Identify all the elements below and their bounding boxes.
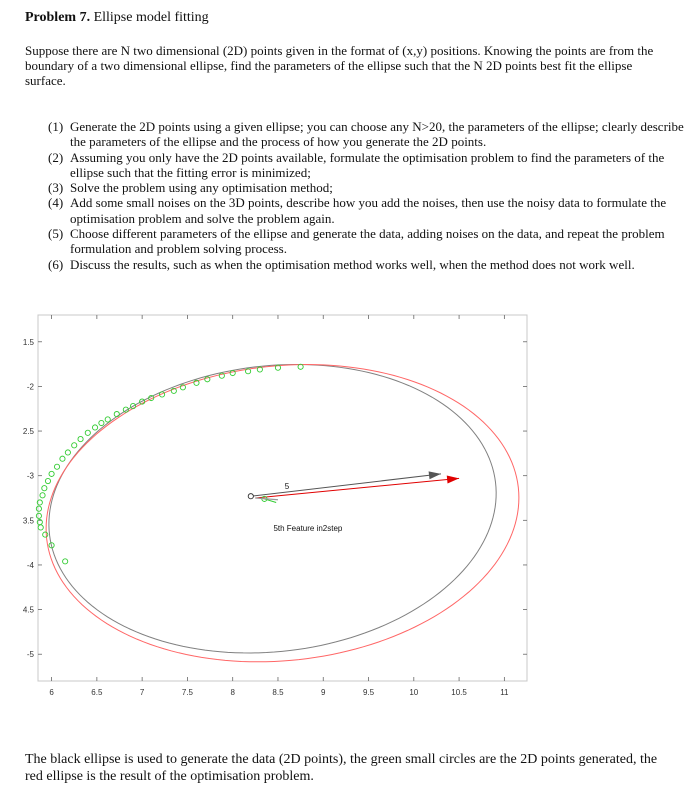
arrow-label: 5 <box>284 482 290 492</box>
task-text: Generate the 2D points using a given ellipse; you can choose any N>20, the parameters of the ellipse; clearly describe the parameters of the ellipse and the process of how you generate the 2D points. <box>70 119 684 150</box>
x-tick-label: 9.5 <box>362 688 375 697</box>
x-tick-label: 8.5 <box>272 688 284 697</box>
task-item <box>48 150 684 181</box>
task-number: (4) <box>48 195 64 211</box>
task-list <box>48 119 684 272</box>
problem-name: Ellipse model fitting <box>90 10 209 25</box>
y-tick-label: 1.5 <box>22 337 34 347</box>
x-tick-label: 7.5 <box>181 688 193 697</box>
task-number: (2) <box>48 149 64 165</box>
x-tick-label: 10 <box>409 688 419 697</box>
task-number: (6) <box>48 256 64 272</box>
x-tick-label: 7 <box>139 688 145 697</box>
x-tick-label: 11 <box>500 688 509 697</box>
task-number: (3) <box>48 180 64 196</box>
problem-title <box>25 10 209 26</box>
y-tick-label: -2 <box>26 382 34 392</box>
y-tick-label: 3.5 <box>22 516 34 526</box>
x-tick-label: 6.5 <box>91 688 103 697</box>
chart-annotation: 5th Feature in2step <box>273 524 343 534</box>
problem-number: Problem 7. <box>25 10 91 25</box>
x-tick-label: 9 <box>321 688 326 697</box>
task-text: Choose different parameters of the ellipse and generate the data, adding noises on the data, and repeat the problem formulation and problem solving process. <box>70 226 665 257</box>
task-item <box>48 257 684 272</box>
task-item <box>48 226 684 257</box>
x-tick-label: 6 <box>49 688 54 697</box>
problem-intro: Suppose there are N two dimensional (2D) points given in the format of (x,y) positions. Knowing the points are from the boundary of a two dimensional ellipse, find the parameters of the ellipse such that the N 2D points best fit the ellipse surface. <box>25 43 654 88</box>
x-tick-label: 8 <box>230 688 235 697</box>
task-text: Solve the problem using any optimisation method; <box>70 180 333 196</box>
task-item <box>48 119 684 150</box>
y-tick-label: -4 <box>26 560 34 570</box>
task-text: Assuming you only have the 2D points available, formulate the optimisation problem to find the parameters of the ellipse such that the fitting error is minimized; <box>70 149 665 180</box>
task-text: Add some small noises on the 3D points, describe how you add the noises, then use the noisy data to formulate the optimisation problem and solve the problem again. <box>70 195 667 226</box>
task-text: Discuss the results, such as when the optimisation method works well, when the method does not work well. <box>70 256 635 272</box>
task-number: (5) <box>48 226 64 242</box>
ellipse-plot <box>0 298 540 718</box>
task-number: (1) <box>48 119 64 134</box>
x-tick-label: 10.5 <box>451 688 467 697</box>
y-tick-label: -5 <box>26 650 34 660</box>
y-tick-label: 2.5 <box>22 427 34 437</box>
y-tick-label: -3 <box>26 471 34 481</box>
task-item <box>48 180 684 195</box>
y-tick-label: 4.5 <box>22 605 34 615</box>
task-item <box>48 195 684 226</box>
origin-marker <box>248 494 253 499</box>
figure-caption: The black ellipse is used to generate the data (2D points), the green small circles are the 2D points generated, the red ellipse is the result of the optimisation problem. <box>25 752 658 784</box>
